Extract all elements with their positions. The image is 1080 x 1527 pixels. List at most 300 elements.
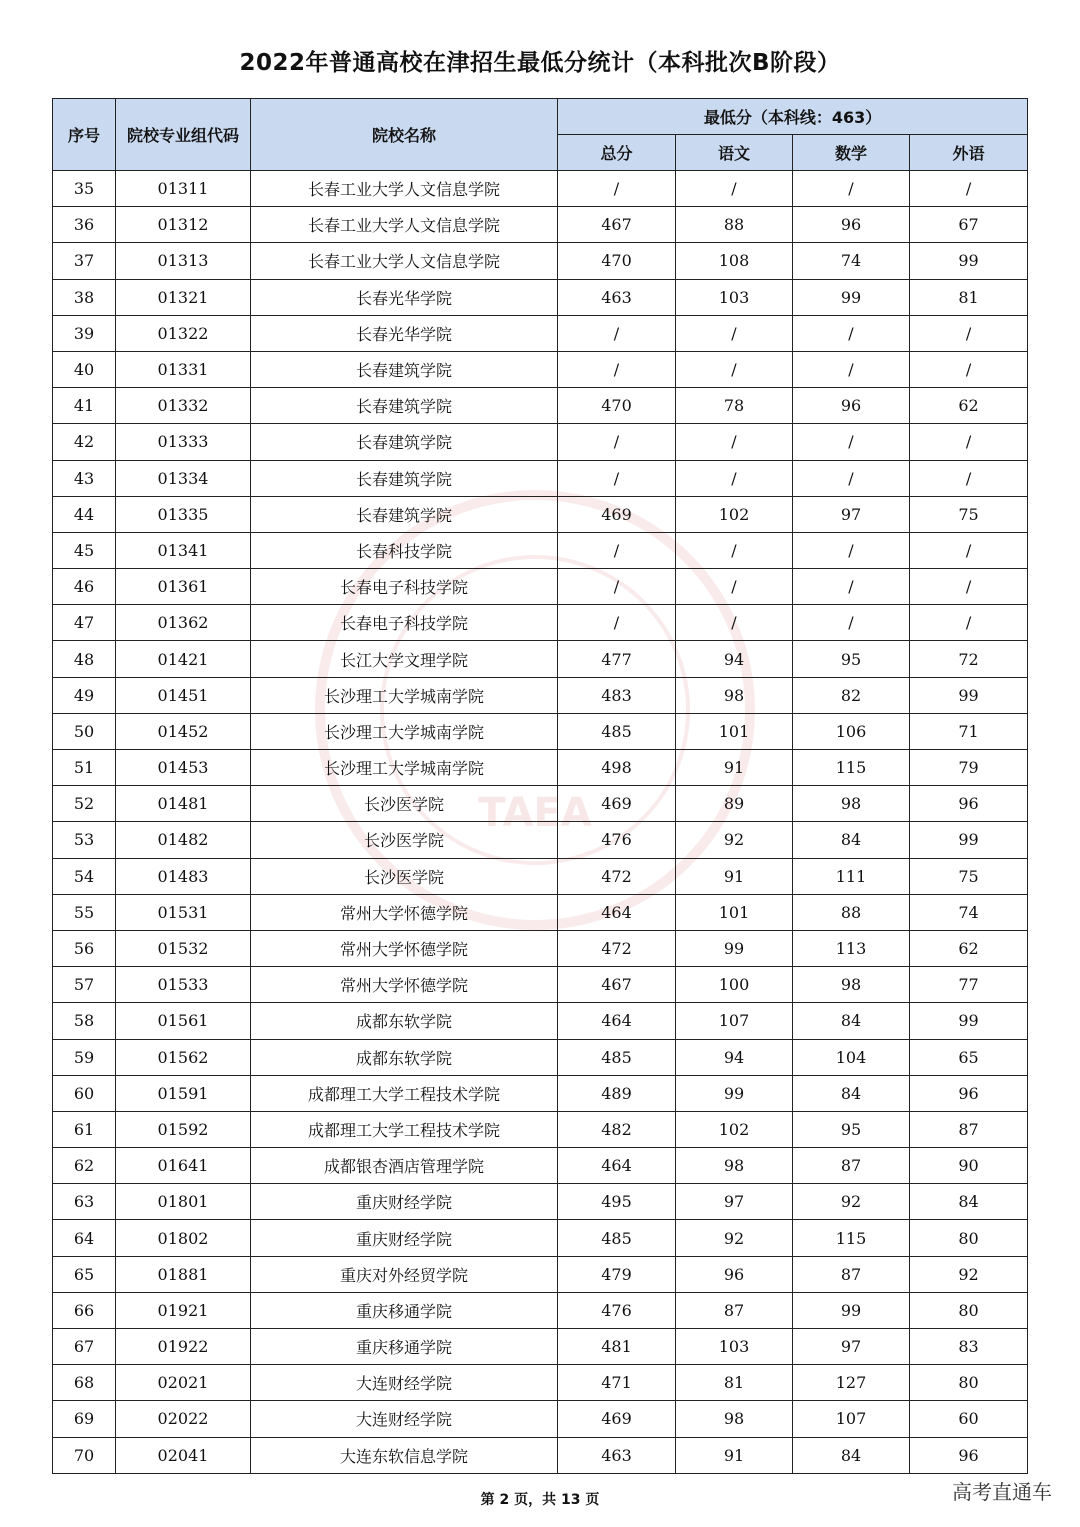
cell-code: 01533 (116, 967, 251, 1003)
cell-name: 成都东软学院 (251, 1039, 558, 1075)
cell-code: 01532 (116, 930, 251, 966)
cell-code: 02021 (116, 1365, 251, 1401)
cell-chinese: 99 (676, 930, 793, 966)
cell-chinese: 99 (676, 1075, 793, 1111)
table-row (53, 1256, 1028, 1292)
cell-seq: 55 (53, 894, 116, 930)
cell-chinese: 92 (676, 1220, 793, 1256)
cell-code: 01452 (116, 713, 251, 749)
cell-foreign: 99 (910, 1003, 1028, 1039)
table-row (53, 1365, 1028, 1401)
cell-seq: 50 (53, 713, 116, 749)
cell-code: 01334 (116, 460, 251, 496)
cell-total: 485 (558, 1220, 676, 1256)
cell-seq: 44 (53, 496, 116, 532)
cell-seq: 45 (53, 532, 116, 568)
table-row (53, 351, 1028, 387)
cell-math: / (793, 351, 910, 387)
cell-name: 长春光华学院 (251, 279, 558, 315)
cell-math: 97 (793, 496, 910, 532)
cell-foreign: 90 (910, 1148, 1028, 1184)
table-row (53, 532, 1028, 568)
cell-seq: 54 (53, 858, 116, 894)
cell-seq: 51 (53, 750, 116, 786)
cell-name: 长沙理工大学城南学院 (251, 750, 558, 786)
cell-math: 95 (793, 1111, 910, 1147)
cell-total: 464 (558, 1003, 676, 1039)
cell-name: 长春建筑学院 (251, 460, 558, 496)
cell-foreign: 67 (910, 207, 1028, 243)
table-row (53, 786, 1028, 822)
cell-total: 482 (558, 1111, 676, 1147)
cell-name: 常州大学怀德学院 (251, 930, 558, 966)
cell-name: 重庆移通学院 (251, 1329, 558, 1365)
header-foreign: 外语 (910, 135, 1028, 171)
header-seq: 序号 (53, 99, 116, 171)
cell-seq: 62 (53, 1148, 116, 1184)
cell-math: 97 (793, 1329, 910, 1365)
cell-seq: 38 (53, 279, 116, 315)
cell-foreign: 80 (910, 1365, 1028, 1401)
cell-seq: 58 (53, 1003, 116, 1039)
cell-code: 01881 (116, 1256, 251, 1292)
cell-math: 84 (793, 822, 910, 858)
cell-chinese: 98 (676, 1148, 793, 1184)
cell-chinese: / (676, 605, 793, 641)
cell-code: 01361 (116, 569, 251, 605)
cell-seq: 42 (53, 424, 116, 460)
cell-code: 01332 (116, 388, 251, 424)
cell-total: / (558, 424, 676, 460)
cell-chinese: / (676, 569, 793, 605)
header-chinese: 语文 (676, 135, 793, 171)
cell-foreign: / (910, 460, 1028, 496)
cell-math: 84 (793, 1003, 910, 1039)
cell-name: 长春建筑学院 (251, 388, 558, 424)
table-row (53, 605, 1028, 641)
cell-name: 长春电子科技学院 (251, 605, 558, 641)
cell-code: 01561 (116, 1003, 251, 1039)
page-footer: 第 2 页，共 13 页 (480, 1492, 600, 1508)
cell-seq: 37 (53, 243, 116, 279)
cell-name: 重庆移通学院 (251, 1292, 558, 1328)
cell-foreign: 60 (910, 1401, 1028, 1437)
table-row (53, 967, 1028, 1003)
header-min-score-group: 最低分（本科线：463） (558, 99, 1028, 135)
cell-seq: 36 (53, 207, 116, 243)
cell-foreign: 96 (910, 1075, 1028, 1111)
table-row (53, 713, 1028, 749)
cell-foreign: / (910, 424, 1028, 460)
cell-foreign: 84 (910, 1184, 1028, 1220)
table-row (53, 424, 1028, 460)
cell-foreign: 62 (910, 388, 1028, 424)
table-row (53, 460, 1028, 496)
cell-math: 106 (793, 713, 910, 749)
cell-math: 74 (793, 243, 910, 279)
cell-name: 长春光华学院 (251, 315, 558, 351)
table-row (53, 1003, 1028, 1039)
cell-total: 481 (558, 1329, 676, 1365)
cell-chinese: / (676, 171, 793, 207)
header-name: 院校名称 (251, 99, 558, 171)
table-row (53, 677, 1028, 713)
cell-total: 483 (558, 677, 676, 713)
cell-total: 477 (558, 641, 676, 677)
score-table (52, 98, 1028, 1474)
table-row (53, 641, 1028, 677)
cell-name: 常州大学怀德学院 (251, 894, 558, 930)
cell-math: 82 (793, 677, 910, 713)
cell-code: 01453 (116, 750, 251, 786)
cell-code: 01451 (116, 677, 251, 713)
table-row (53, 1075, 1028, 1111)
cell-total: 469 (558, 1401, 676, 1437)
cell-total: / (558, 569, 676, 605)
table-row (53, 1111, 1028, 1147)
table-row (53, 858, 1028, 894)
cell-math: / (793, 605, 910, 641)
cell-total: 467 (558, 967, 676, 1003)
cell-math: 92 (793, 1184, 910, 1220)
cell-foreign: / (910, 315, 1028, 351)
cell-math: 127 (793, 1365, 910, 1401)
cell-chinese: 101 (676, 894, 793, 930)
cell-code: 01311 (116, 171, 251, 207)
cell-math: / (793, 532, 910, 568)
cell-chinese: 107 (676, 1003, 793, 1039)
cell-code: 01333 (116, 424, 251, 460)
cell-foreign: 96 (910, 1437, 1028, 1473)
cell-total: 476 (558, 1292, 676, 1328)
cell-total: 498 (558, 750, 676, 786)
cell-foreign: / (910, 171, 1028, 207)
cell-total: 495 (558, 1184, 676, 1220)
cell-total: 470 (558, 243, 676, 279)
header-row-1 (53, 99, 1028, 135)
cell-math: / (793, 424, 910, 460)
header-total: 总分 (558, 135, 676, 171)
cell-math: 98 (793, 967, 910, 1003)
cell-seq: 47 (53, 605, 116, 641)
cell-name: 常州大学怀德学院 (251, 967, 558, 1003)
cell-foreign: 99 (910, 243, 1028, 279)
cell-name: 长春工业大学人文信息学院 (251, 243, 558, 279)
cell-total: 463 (558, 279, 676, 315)
cell-chinese: 96 (676, 1256, 793, 1292)
table-row (53, 1220, 1028, 1256)
cell-code: 01482 (116, 822, 251, 858)
table-body (53, 171, 1028, 1474)
cell-seq: 61 (53, 1111, 116, 1147)
cell-code: 01641 (116, 1148, 251, 1184)
cell-total: 467 (558, 207, 676, 243)
cell-seq: 48 (53, 641, 116, 677)
cell-math: 96 (793, 207, 910, 243)
cell-total: 463 (558, 1437, 676, 1473)
cell-chinese: 102 (676, 496, 793, 532)
cell-chinese: 88 (676, 207, 793, 243)
cell-code: 01322 (116, 315, 251, 351)
cell-seq: 69 (53, 1401, 116, 1437)
table-row (53, 496, 1028, 532)
cell-name: 长沙医学院 (251, 858, 558, 894)
cell-code: 01921 (116, 1292, 251, 1328)
cell-name: 长春工业大学人文信息学院 (251, 171, 558, 207)
cell-seq: 63 (53, 1184, 116, 1220)
cell-math: 115 (793, 750, 910, 786)
table-row (53, 315, 1028, 351)
cell-foreign: 75 (910, 858, 1028, 894)
cell-name: 成都理工大学工程技术学院 (251, 1075, 558, 1111)
cell-total: 469 (558, 496, 676, 532)
cell-code: 01531 (116, 894, 251, 930)
cell-foreign: 81 (910, 279, 1028, 315)
table-row (53, 243, 1028, 279)
cell-foreign: 99 (910, 677, 1028, 713)
cell-chinese: 98 (676, 677, 793, 713)
cell-seq: 52 (53, 786, 116, 822)
cell-foreign: 75 (910, 496, 1028, 532)
cell-foreign: 74 (910, 894, 1028, 930)
cell-foreign: 80 (910, 1292, 1028, 1328)
cell-seq: 46 (53, 569, 116, 605)
header-code: 院校专业组代码 (116, 99, 251, 171)
cell-chinese: 81 (676, 1365, 793, 1401)
cell-seq: 64 (53, 1220, 116, 1256)
cell-chinese: / (676, 315, 793, 351)
cell-seq: 41 (53, 388, 116, 424)
table-row (53, 930, 1028, 966)
cell-name: 长江大学文理学院 (251, 641, 558, 677)
cell-seq: 66 (53, 1292, 116, 1328)
cell-foreign: 71 (910, 713, 1028, 749)
cell-seq: 53 (53, 822, 116, 858)
cell-total: 476 (558, 822, 676, 858)
cell-seq: 59 (53, 1039, 116, 1075)
cell-foreign: 79 (910, 750, 1028, 786)
cell-chinese: 97 (676, 1184, 793, 1220)
cell-total: / (558, 351, 676, 387)
cell-foreign: / (910, 605, 1028, 641)
header-math: 数学 (793, 135, 910, 171)
table-row (53, 1329, 1028, 1365)
cell-seq: 57 (53, 967, 116, 1003)
cell-chinese: 92 (676, 822, 793, 858)
cell-name: 长沙理工大学城南学院 (251, 677, 558, 713)
cell-code: 01421 (116, 641, 251, 677)
page-title: 2022年普通高校在津招生最低分统计（本科批次B阶段） (239, 50, 841, 76)
cell-chinese: 78 (676, 388, 793, 424)
cell-math: 87 (793, 1148, 910, 1184)
cell-chinese: 91 (676, 858, 793, 894)
cell-foreign: 83 (910, 1329, 1028, 1365)
cell-chinese: 94 (676, 1039, 793, 1075)
cell-code: 01802 (116, 1220, 251, 1256)
table-row (53, 207, 1028, 243)
cell-code: 01313 (116, 243, 251, 279)
cell-name: 重庆财经学院 (251, 1220, 558, 1256)
cell-foreign: 99 (910, 822, 1028, 858)
cell-code: 01562 (116, 1039, 251, 1075)
cell-math: / (793, 171, 910, 207)
cell-code: 01335 (116, 496, 251, 532)
cell-total: 469 (558, 786, 676, 822)
table-row (53, 171, 1028, 207)
cell-foreign: 72 (910, 641, 1028, 677)
cell-name: 长春建筑学院 (251, 496, 558, 532)
cell-math: / (793, 315, 910, 351)
cell-code: 01591 (116, 1075, 251, 1111)
cell-foreign: 65 (910, 1039, 1028, 1075)
cell-total: 470 (558, 388, 676, 424)
cell-foreign: 96 (910, 786, 1028, 822)
table-row (53, 1292, 1028, 1328)
cell-name: 长春建筑学院 (251, 424, 558, 460)
cell-chinese: 102 (676, 1111, 793, 1147)
cell-code: 01801 (116, 1184, 251, 1220)
cell-math: 88 (793, 894, 910, 930)
cell-code: 01362 (116, 605, 251, 641)
cell-math: 98 (793, 786, 910, 822)
cell-code: 01312 (116, 207, 251, 243)
cell-math: 115 (793, 1220, 910, 1256)
cell-seq: 35 (53, 171, 116, 207)
cell-name: 长沙医学院 (251, 786, 558, 822)
cell-code: 02041 (116, 1437, 251, 1473)
brand-watermark: 高考直通车 (952, 1480, 1052, 1504)
cell-math: 84 (793, 1437, 910, 1473)
cell-math: 111 (793, 858, 910, 894)
cell-name: 长春科技学院 (251, 532, 558, 568)
cell-math: / (793, 569, 910, 605)
table-row (53, 279, 1028, 315)
watermark-text: TAEA (478, 790, 592, 836)
cell-total: 479 (558, 1256, 676, 1292)
cell-name: 大连财经学院 (251, 1365, 558, 1401)
cell-name: 长沙医学院 (251, 822, 558, 858)
table-row (53, 1184, 1028, 1220)
cell-code: 01592 (116, 1111, 251, 1147)
cell-total: / (558, 532, 676, 568)
cell-chinese: 100 (676, 967, 793, 1003)
cell-seq: 40 (53, 351, 116, 387)
cell-total: 485 (558, 1039, 676, 1075)
cell-name: 成都理工大学工程技术学院 (251, 1111, 558, 1147)
cell-seq: 56 (53, 930, 116, 966)
cell-chinese: 98 (676, 1401, 793, 1437)
table-row (53, 569, 1028, 605)
cell-name: 长沙理工大学城南学院 (251, 713, 558, 749)
cell-name: 成都银杏酒店管理学院 (251, 1148, 558, 1184)
cell-seq: 43 (53, 460, 116, 496)
cell-chinese: / (676, 351, 793, 387)
cell-math: 96 (793, 388, 910, 424)
cell-code: 01321 (116, 279, 251, 315)
cell-total: / (558, 315, 676, 351)
cell-name: 大连财经学院 (251, 1401, 558, 1437)
cell-foreign: / (910, 532, 1028, 568)
table-row (53, 388, 1028, 424)
cell-total: 464 (558, 894, 676, 930)
cell-seq: 60 (53, 1075, 116, 1111)
cell-code: 01331 (116, 351, 251, 387)
table-row (53, 750, 1028, 786)
cell-foreign: 77 (910, 967, 1028, 1003)
cell-total: 464 (558, 1148, 676, 1184)
cell-name: 重庆对外经贸学院 (251, 1256, 558, 1292)
cell-math: 99 (793, 1292, 910, 1328)
cell-foreign: 80 (910, 1220, 1028, 1256)
cell-foreign: / (910, 569, 1028, 605)
cell-total: 489 (558, 1075, 676, 1111)
cell-chinese: 101 (676, 713, 793, 749)
cell-total: 472 (558, 858, 676, 894)
cell-math: 87 (793, 1256, 910, 1292)
cell-code: 01922 (116, 1329, 251, 1365)
cell-seq: 65 (53, 1256, 116, 1292)
cell-math: 84 (793, 1075, 910, 1111)
cell-total: / (558, 460, 676, 496)
cell-name: 长春工业大学人文信息学院 (251, 207, 558, 243)
cell-chinese: 87 (676, 1292, 793, 1328)
cell-math: 99 (793, 279, 910, 315)
cell-chinese: 91 (676, 1437, 793, 1473)
cell-total: / (558, 171, 676, 207)
cell-chinese: 89 (676, 786, 793, 822)
cell-math: 113 (793, 930, 910, 966)
cell-chinese: 91 (676, 750, 793, 786)
cell-math: 107 (793, 1401, 910, 1437)
cell-foreign: / (910, 351, 1028, 387)
cell-foreign: 92 (910, 1256, 1028, 1292)
cell-code: 02022 (116, 1401, 251, 1437)
cell-name: 重庆财经学院 (251, 1184, 558, 1220)
cell-math: / (793, 460, 910, 496)
cell-foreign: 62 (910, 930, 1028, 966)
cell-seq: 68 (53, 1365, 116, 1401)
cell-total: 472 (558, 930, 676, 966)
cell-seq: 67 (53, 1329, 116, 1365)
cell-seq: 70 (53, 1437, 116, 1473)
cell-chinese: 103 (676, 1329, 793, 1365)
cell-total: / (558, 605, 676, 641)
table-row (53, 1437, 1028, 1473)
cell-total: 485 (558, 713, 676, 749)
table-row (53, 822, 1028, 858)
cell-math: 104 (793, 1039, 910, 1075)
table-row (53, 1039, 1028, 1075)
cell-name: 大连东软信息学院 (251, 1437, 558, 1473)
cell-chinese: 108 (676, 243, 793, 279)
cell-seq: 39 (53, 315, 116, 351)
cell-total: 471 (558, 1365, 676, 1401)
cell-foreign: 87 (910, 1111, 1028, 1147)
cell-chinese: / (676, 460, 793, 496)
table-row (53, 1401, 1028, 1437)
cell-name: 成都东软学院 (251, 1003, 558, 1039)
cell-chinese: 103 (676, 279, 793, 315)
cell-code: 01483 (116, 858, 251, 894)
cell-math: 95 (793, 641, 910, 677)
table-row (53, 894, 1028, 930)
cell-chinese: / (676, 424, 793, 460)
cell-chinese: 94 (676, 641, 793, 677)
cell-seq: 49 (53, 677, 116, 713)
cell-name: 长春电子科技学院 (251, 569, 558, 605)
cell-code: 01481 (116, 786, 251, 822)
cell-chinese: / (676, 532, 793, 568)
